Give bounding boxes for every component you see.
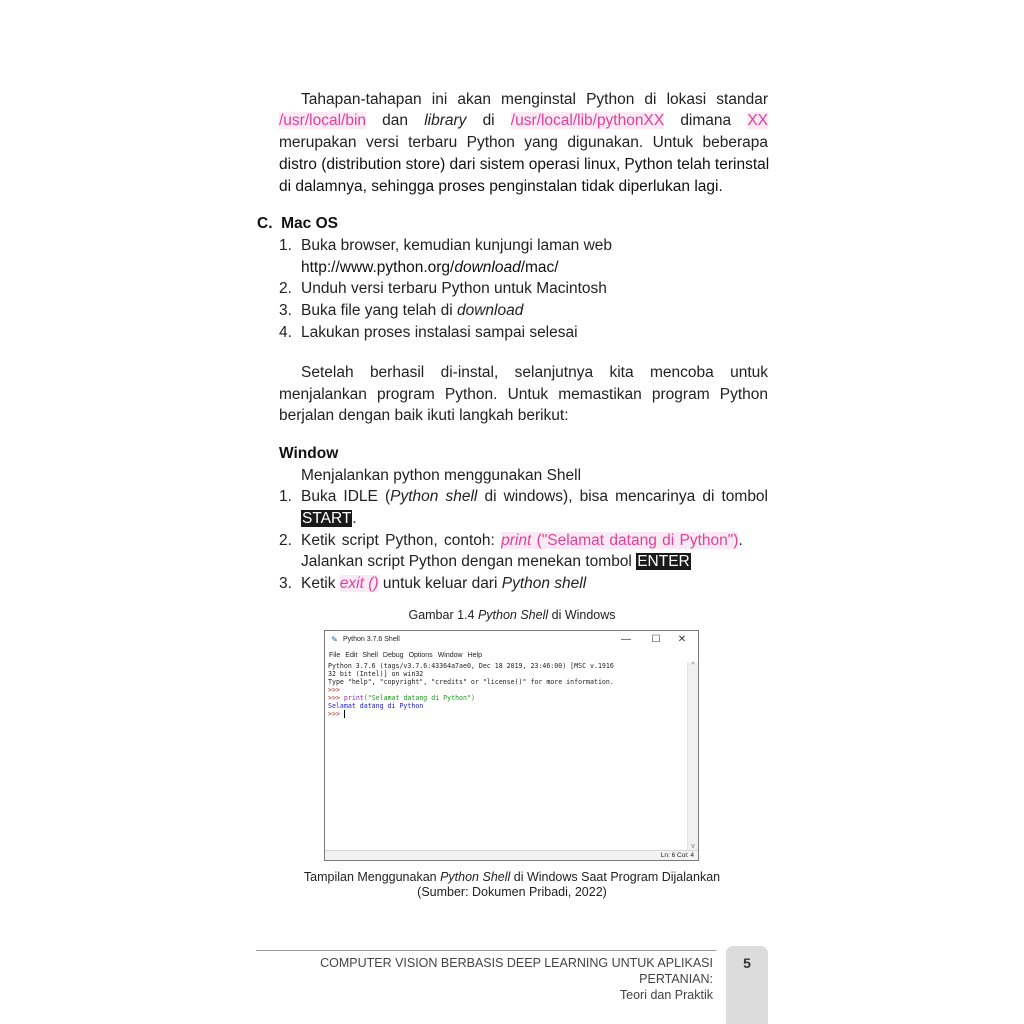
shell-prompt: >>>	[328, 710, 340, 718]
step-number: 3.	[279, 575, 292, 592]
menu-debug: Debug	[382, 652, 404, 659]
step-text: Ketik	[301, 575, 340, 592]
shell-builtin: print	[343, 694, 364, 702]
page-number: 5	[743, 955, 751, 971]
menu-file: File	[329, 652, 341, 659]
menu-options: Options	[408, 652, 433, 659]
caption-text: di Windows	[548, 608, 616, 622]
step-text: Ketik script Python, contoh:	[301, 532, 502, 549]
step-text: di windows), bisa mencarinya di tombol	[477, 488, 768, 505]
menu-edit: Edit	[345, 652, 358, 659]
step-number: 2.	[279, 532, 292, 549]
window-step-3	[279, 573, 586, 594]
shell-scrollbar	[687, 662, 698, 850]
scroll-up-icon: ^	[691, 662, 695, 669]
figure-caption-2	[0, 870, 1024, 885]
shell-banner-line-3: Type "help", "copyright", "credits" or "license()" for more information.	[328, 678, 614, 686]
caption-italic: Python Shell	[477, 608, 549, 622]
macos-step-2	[279, 278, 607, 299]
window-step-2	[279, 530, 768, 551]
shell-current-line	[328, 710, 687, 718]
step-text: Unduh versi terbaru Python untuk Macintosh	[301, 280, 607, 297]
macos-url	[301, 257, 559, 278]
step-text-italic: download	[456, 302, 524, 319]
section-heading-macos: C. Mac OS	[257, 215, 338, 232]
window-step-2-cont	[301, 551, 691, 572]
footer-rule	[256, 950, 716, 951]
key-start: START	[302, 510, 352, 527]
footer-subtitle: Teori dan Praktik	[619, 988, 713, 1002]
path-usr-local-lib: /usr/local/lib/pythonXX	[510, 112, 665, 129]
section-heading-window: Window	[279, 445, 339, 462]
intro-line-3: merupakan versi terbaru Python yang digunakan. Untuk beberapa	[279, 134, 768, 151]
step-text: Buka file yang telah di	[301, 302, 457, 319]
footer-book-title	[256, 955, 713, 1003]
step-text: Buka browser, kemudian kunjungi laman web	[301, 237, 613, 254]
code-xx: XX	[747, 112, 768, 129]
step-text-italic: Python shell	[501, 575, 587, 592]
macos-step-4	[279, 322, 578, 343]
window-titlebar	[325, 631, 698, 649]
word-di: di	[482, 112, 495, 129]
window-subheading: Menjalankan python menggunakan Shell	[301, 467, 582, 484]
para2-line-3: berjalan dengan baik ikuti langkah berikut:	[279, 407, 569, 424]
intro-line-5: di dalamnya, sehingga proses penginstalan tidak diperlukan lagi.	[279, 178, 723, 195]
menu-shell: Shell	[362, 652, 378, 659]
step-text-italic: Python shell	[390, 488, 478, 505]
code-print: print	[501, 532, 532, 549]
text-cursor	[344, 710, 345, 718]
figure-source: (Sumber: Dokumen Pribadi, 2022)	[417, 885, 607, 899]
code-exit: exit ()	[339, 575, 379, 592]
step-number: 3.	[279, 302, 292, 319]
word-dimana: dimana	[680, 112, 732, 129]
footer-title-line: COMPUTER VISION BERBASIS DEEP LEARNING UNTUK APLIKASI PERTANIAN:	[320, 956, 713, 986]
scroll-down-icon: v	[691, 843, 695, 850]
shell-statusbar: Ln: 6 Col: 4	[325, 850, 698, 860]
punct: .	[352, 510, 357, 527]
caption-text: di Windows Saat Program Dijalankan	[510, 870, 721, 884]
para2-line-1: Setelah berhasil di-instal, selanjutnya kita mencoba untuk	[301, 364, 768, 381]
step-text: Jalankan script Python dengan menekan tombol	[301, 553, 637, 570]
shell-banner-line-1: Python 3.7.6 (tags/v3.7.6:43364a7ae0, Dec 18 2019, 23:46:00) [MSC v.1916	[328, 662, 614, 670]
path-usr-local-bin: /usr/local/bin	[279, 112, 367, 129]
step-number: 1.	[279, 488, 292, 505]
url-part: http://www.python.org/	[301, 259, 455, 276]
word-library: library	[424, 112, 467, 129]
window-step-1-cont	[301, 508, 357, 529]
menu-help: Help	[467, 652, 482, 659]
shell-prompt: >>>	[328, 694, 340, 702]
window-title: Python 3.7.6 Shell	[343, 636, 400, 643]
shell-banner-line-2: 32 bit (Intel)] on win32	[328, 670, 424, 678]
key-enter: ENTER	[637, 553, 690, 570]
shell-output: Selamat datang di Python	[328, 702, 424, 710]
figure-caption	[0, 608, 1024, 622]
caption-italic: Python Shell	[440, 870, 511, 884]
step-text: Lakukan proses instalasi sampai selesai	[301, 324, 578, 341]
step-number: 1.	[279, 237, 292, 254]
url-part: /mac/	[520, 259, 559, 276]
caption-text: Tampilan Menggunakan	[303, 870, 441, 884]
minimize-icon: —	[621, 634, 631, 645]
shell-string: ("Selamat datang di Python")	[363, 694, 475, 702]
caption-text: Gambar 1.4	[408, 608, 478, 622]
macos-step-3	[279, 300, 523, 321]
step-number: 4.	[279, 324, 292, 341]
intro-line-1: Tahapan-tahapan ini akan menginstal Python di lokasi standar	[301, 91, 768, 108]
intro-line-2	[279, 110, 768, 131]
maximize-icon: ☐	[651, 634, 661, 645]
step-text: Buka IDLE (	[301, 488, 391, 505]
close-icon: ✕	[677, 634, 687, 645]
macos-step-1	[279, 235, 612, 256]
python-shell-window-screenshot	[324, 630, 699, 861]
para2-line-2: menjalankan program Python. Untuk memastikan program Python	[279, 386, 768, 403]
url-part-italic: download	[454, 259, 521, 276]
code-string: ("Selamat datang di Python")	[531, 532, 739, 549]
step-text: untuk keluar dari	[378, 575, 502, 592]
punct: .	[738, 532, 743, 549]
shell-prompt: >>>	[328, 686, 340, 694]
word-dan: dan	[382, 112, 409, 129]
window-menubar	[329, 650, 487, 661]
shell-output-area	[328, 662, 687, 850]
window-step-1	[279, 486, 768, 507]
python-idle-icon: ✎	[331, 635, 338, 644]
intro-line-4: distro (distribution store) dari sistem operasi linux, Python telah terinstal	[279, 156, 770, 173]
step-number: 2.	[279, 280, 292, 297]
shell-command-line	[328, 694, 687, 702]
menu-window: Window	[437, 652, 463, 659]
